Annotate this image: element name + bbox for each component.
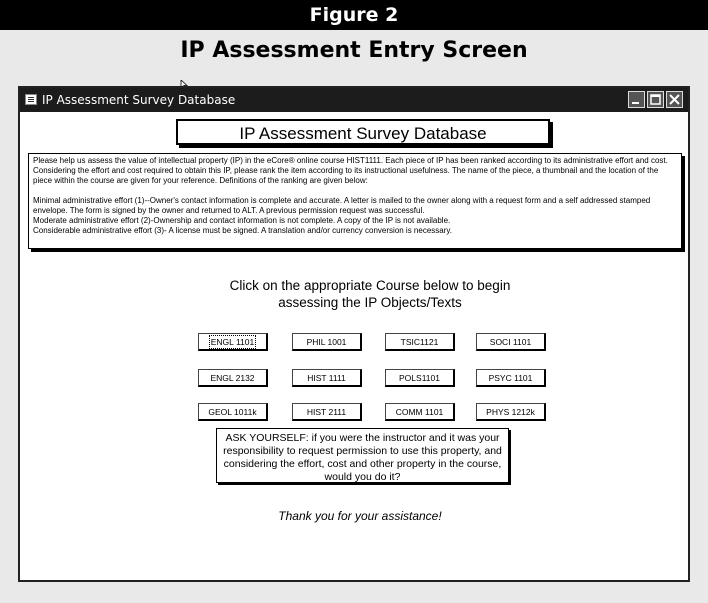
course-button-comm-1101[interactable]: [385, 403, 455, 421]
course-label: COMM 1101: [395, 407, 444, 417]
course-label: TSIC1121: [400, 337, 439, 347]
course-button-geol-1011k[interactable]: [198, 403, 268, 421]
course-button-engl-1101[interactable]: [198, 333, 268, 351]
form-icon: [25, 94, 37, 105]
minimize-button[interactable]: [628, 91, 645, 108]
thank-you-message: Thank you for your assistance!: [278, 509, 442, 523]
course-button-psyc-1101[interactable]: [476, 369, 546, 387]
prompt-line-1: Click on the appropriate Course below to begin: [229, 278, 511, 293]
course-prompt: [170, 277, 570, 311]
course-button-tsic1121[interactable]: [385, 333, 455, 351]
ask-yourself-box: ASK YOURSELF: if you were the instructor and it was your responsibility to request permission to use this property, and considering the effort, cost and other property in the course, would you do it?: [216, 428, 509, 483]
definition-minimal: Minimal administrative effort (1)--Owner's contact information is complete and accurate. A letter is mailed to the owner along with a request form and a self addressed stamped envelope. The form is signed by the owner and returned to ALT. A previous permission request was successful.: [33, 196, 651, 215]
course-button-hist-1111[interactable]: [292, 369, 362, 387]
course-button-phys-1212k[interactable]: [476, 403, 546, 421]
course-label: PHYS 1212k: [486, 407, 535, 417]
course-label: ENGL 1101: [210, 337, 255, 347]
close-icon: [667, 92, 682, 107]
course-label: SOCI 1101: [489, 337, 532, 347]
figure-title: IP Assessment Entry Screen: [180, 38, 528, 63]
window-title: IP Assessment Survey Database: [42, 93, 236, 107]
instructions-intro: Please help us assess the value of intellectual property (IP) in the eCore® online course HIST1111. Each piece of IP has been ranked according to its administrative effort and cost. Considering the effort and cost required to obtain this IP, please rank the item according to its instructional usefulness. The name of the piece, a thumbnail and the location of the piece within the course are given for your reference. Definitions of the ranking are given below:: [33, 156, 668, 185]
app-header: IP Assessment Survey Database: [176, 119, 550, 145]
prompt-line-2: assessing the IP Objects/Texts: [278, 295, 462, 310]
course-button-pols1101[interactable]: [385, 369, 455, 387]
close-button[interactable]: [666, 91, 683, 108]
course-button-soci-1101[interactable]: [476, 333, 546, 351]
figure-label: Figure 2: [0, 0, 708, 30]
course-label: POLS1101: [399, 373, 440, 383]
definition-moderate: Moderate administrative effort (2)-Ownership and contact information is not complete. A copy of the IP is not available.: [33, 216, 451, 225]
course-label: HIST 1111: [307, 373, 346, 383]
app-window: [18, 86, 690, 582]
maximize-icon: [648, 92, 663, 107]
course-button-hist-2111[interactable]: [292, 403, 362, 421]
instructions-panel: [28, 153, 682, 249]
course-button-engl-2132[interactable]: [198, 369, 268, 387]
maximize-button[interactable]: [647, 91, 664, 108]
course-button-phil-1001[interactable]: [292, 333, 362, 351]
course-label: HIST 2111: [306, 407, 347, 417]
course-label: PHIL 1001: [306, 337, 347, 347]
course-label: ENGL 2132: [210, 373, 255, 383]
definition-considerable: Considerable administrative effort (3)- A license must be signed. A translation and/or currency conversion is necessary.: [33, 226, 453, 235]
course-label: PSYC 1101: [488, 373, 533, 383]
minimize-icon: [629, 92, 644, 107]
window-titlebar[interactable]: [20, 88, 688, 112]
course-label: GEOL 1011k: [208, 407, 257, 417]
